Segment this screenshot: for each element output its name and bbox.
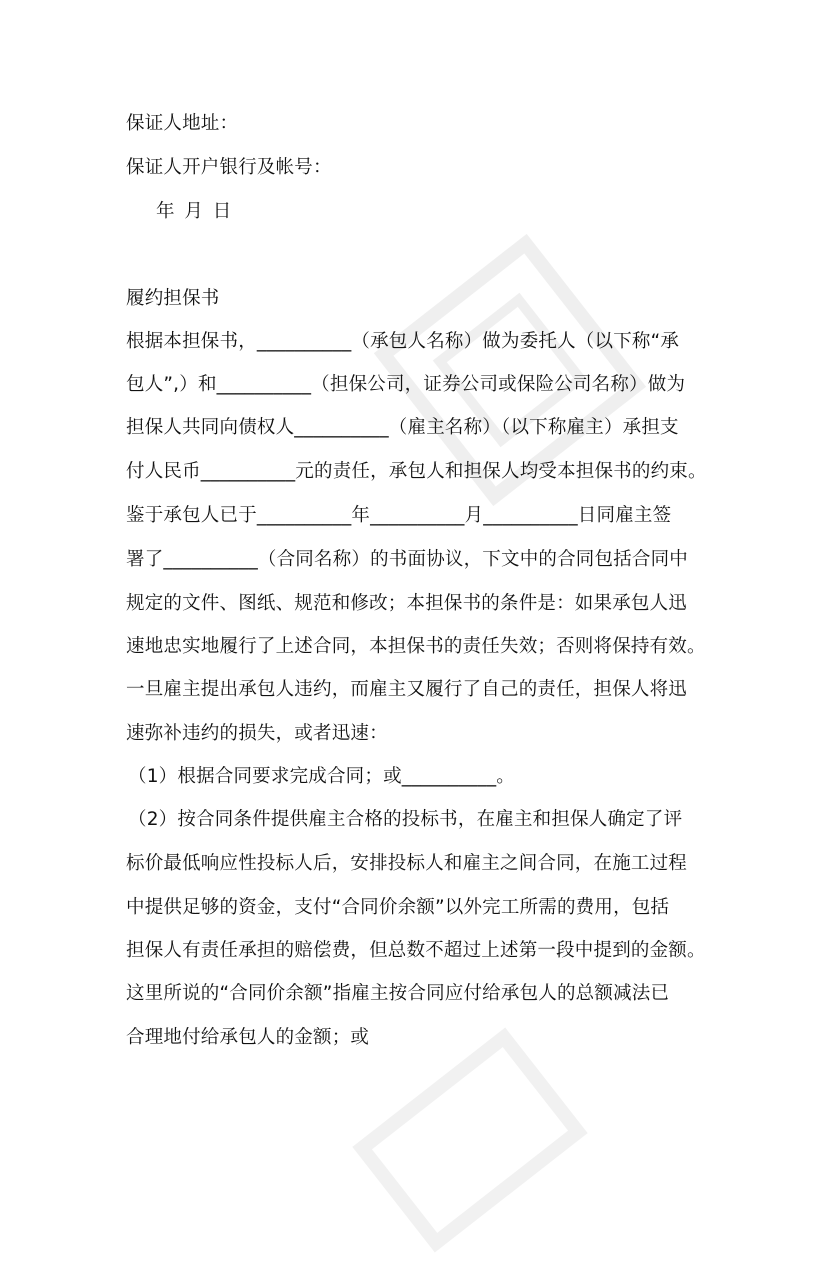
paragraph-line: 合理地付给承包人的金额；或 <box>126 1027 370 1048</box>
paragraph-line: 一旦雇主提出承包人违约，而雇主又履行了自己的责任，担保人将迅 <box>126 679 688 700</box>
paragraph-line: 规定的文件、图纸、规范和修改；本担保书的条件是：如果承包人迅 <box>126 593 688 614</box>
paragraph-line: 付人民币__________元的责任，承包人和担保人均受本担保书的约束。 <box>126 461 707 482</box>
guarantor-bank-account: 保证人开户银行及帐号： <box>126 157 332 178</box>
paragraph-line: 包人”,）和__________（担保公司，证券公司或保险公司名称）做为 <box>126 374 686 395</box>
paragraph-line: 担保人有责任承担的赔偿费，但总数不超过上述第一段中提到的金额。 <box>126 940 706 961</box>
paragraph-line: 担保人共同向债权人__________（雇主名称）（以下称雇主）承担支 <box>126 417 679 438</box>
clause-1: （1）根据合同要求完成合同；或__________。 <box>128 766 515 787</box>
guarantor-address: 保证人地址： <box>126 113 239 134</box>
paragraph-line: 署了__________（合同名称）的书面协议，下文中的合同包括合同中 <box>126 549 689 570</box>
paragraph-line: 速弥补违约的损失，或者迅速： <box>126 723 388 744</box>
paragraph-line: 鉴于承包人已于__________年__________月__________日同雇主签 <box>126 505 672 526</box>
paragraph-line: 这里所说的“合同价余额”指雇主按合同应付给承包人的总额减法已 <box>126 983 670 1004</box>
watermark-icon <box>334 1009 606 1271</box>
paragraph-line: 根据本担保书，__________（承包人名称）做为委托人（以下称“承 <box>126 331 680 352</box>
date-line: 年 月 日 <box>156 201 234 222</box>
paragraph-line: 标价最低响应性投标人后，安排投标人和雇主之间合同，在施工过程 <box>126 853 688 874</box>
paragraph-line: 中提供足够的资金，支付“合同价余额”以外完工所需的费用，包括 <box>126 897 670 918</box>
document-title: 履约担保书 <box>126 288 220 309</box>
paragraph-line: 速地忠实地履行了上述合同，本担保书的责任失效；否则将保持有效。 <box>126 636 706 657</box>
clause-2: （2）按合同条件提供雇主合格的投标书，在雇主和担保人确定了评 <box>128 809 683 830</box>
